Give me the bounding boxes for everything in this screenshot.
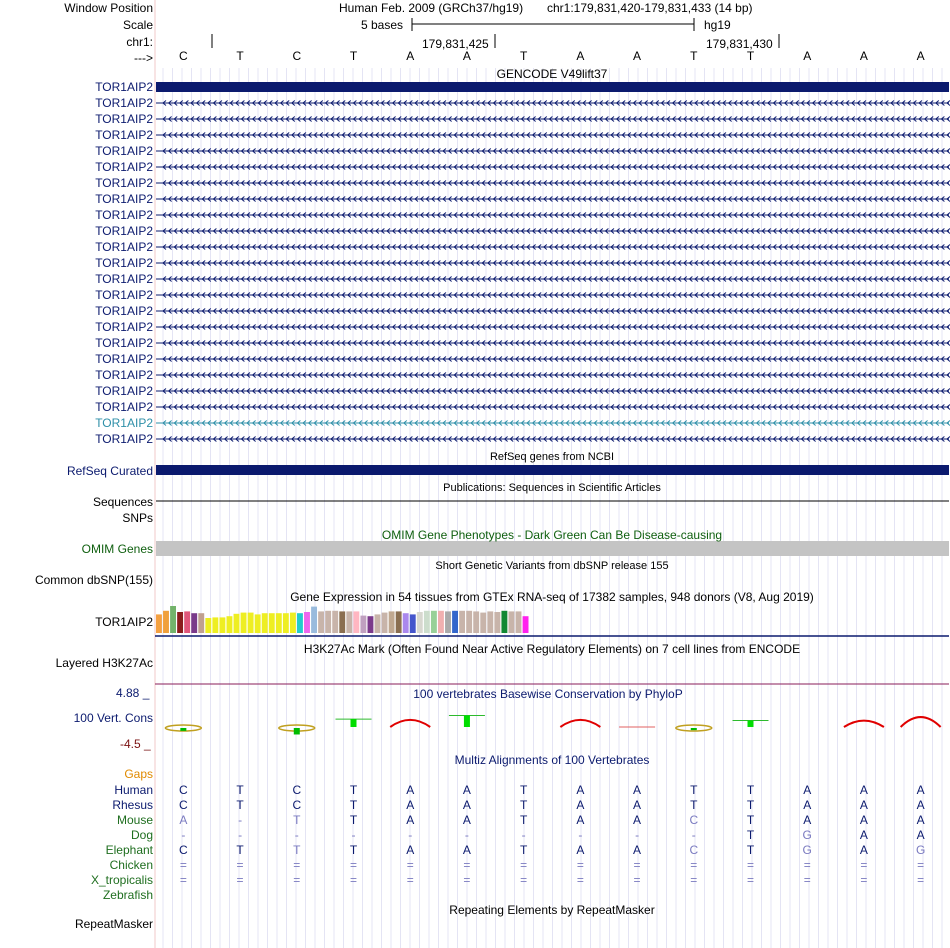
alignment-base: =	[690, 858, 698, 872]
alignment-base: T	[690, 798, 698, 812]
alignment-base: =	[746, 858, 755, 872]
alignment-base: T	[746, 828, 755, 842]
alignment-base: A	[633, 813, 642, 827]
db-text: hg19	[704, 18, 731, 32]
alignment-base: T	[349, 783, 358, 797]
gtex-tissue-bar[interactable]	[311, 607, 317, 633]
alignment-base: =	[860, 858, 868, 872]
gtex-tissue-bar[interactable]	[410, 614, 416, 633]
transcript-label: TOR1AIP2	[95, 112, 153, 126]
gtex-tissue-bar[interactable]	[346, 611, 352, 633]
gtex-tissue-bar[interactable]	[438, 611, 444, 633]
alignment-base: =	[293, 873, 301, 887]
transcript-label: TOR1AIP2	[95, 192, 153, 206]
phylop-score[interactable]	[464, 715, 470, 727]
base-letter[interactable]: T	[746, 49, 755, 63]
transcript-label: TOR1AIP2	[95, 432, 153, 446]
alignment-base: A	[859, 783, 868, 797]
gtex-track-label[interactable]: TOR1AIP2	[95, 615, 153, 629]
transcript-label: TOR1AIP2	[95, 256, 153, 270]
alignment-base: T	[690, 783, 698, 797]
repeatmasker-track-title: Repeating Elements by RepeatMasker	[449, 903, 655, 917]
alignment-base: =	[236, 858, 244, 872]
gtex-tissue-bar[interactable]	[501, 611, 507, 633]
alignment-base: A	[916, 813, 925, 827]
transcript-label: TOR1AIP2	[95, 80, 153, 94]
gtex-tissue-bar[interactable]	[487, 611, 493, 633]
base-letter[interactable]: A	[576, 49, 585, 63]
gtex-tissue-bar[interactable]	[227, 616, 233, 633]
alignment-base: =	[633, 858, 641, 872]
transcript-label: TOR1AIP2	[95, 128, 153, 142]
species-label[interactable]: Human	[114, 783, 153, 797]
gtex-tissue-bar[interactable]	[459, 611, 465, 633]
alignment-base: T	[746, 798, 755, 812]
gtex-tissue-bar[interactable]	[353, 611, 359, 633]
alignment-base: T	[236, 843, 244, 857]
alignment-base: =	[576, 873, 584, 887]
assembly-text: Human Feb. 2009 (GRCh37/hg19)	[339, 1, 524, 15]
alignment-base: T	[349, 813, 358, 827]
alignment-base: =	[803, 858, 811, 872]
gtex-tissue-bar[interactable]	[255, 614, 261, 633]
alignment-base: =	[406, 858, 414, 872]
publications-snps-label[interactable]: SNPs	[122, 511, 153, 525]
transcript-label: TOR1AIP2	[95, 144, 153, 158]
alignment-base: T	[349, 798, 358, 812]
gtex-tissue-bar[interactable]	[198, 613, 204, 633]
publications-track-title: Publications: Sequences in Scientific Articles	[443, 482, 661, 494]
gtex-tissue-bar[interactable]	[156, 614, 162, 633]
phylop-score[interactable]	[844, 721, 884, 727]
alignment-base: A	[859, 798, 868, 812]
phylop-track-title: 100 vertebrates Basewise Conservation by PhyloP	[413, 687, 683, 701]
alignment-base: =	[463, 858, 471, 872]
gtex-tissue-bar[interactable]	[290, 613, 296, 633]
species-label[interactable]: X_tropicalis	[90, 873, 153, 887]
alignment-base: T	[349, 843, 358, 857]
alignment-base: C	[292, 783, 302, 797]
alignment-base: =	[917, 873, 925, 887]
gtex-tissue-bar[interactable]	[368, 616, 374, 633]
gtex-tissue-bar[interactable]	[509, 611, 515, 633]
gtex-tissue-bar[interactable]	[523, 616, 529, 633]
alignment-base: =	[179, 858, 187, 872]
coordinate-label: 179,831,425	[422, 37, 489, 51]
phylop-score[interactable]	[691, 728, 697, 730]
gtex-tissue-bar[interactable]	[403, 613, 409, 633]
transcript-label: TOR1AIP2	[95, 160, 153, 174]
alignment-base: -	[464, 828, 469, 842]
omim-phenotype-bar[interactable]	[156, 541, 949, 556]
alignment-base: =	[293, 858, 301, 872]
phylop-track-label[interactable]: 100 Vert. Cons	[73, 711, 153, 725]
publications-sequences-label[interactable]: Sequences	[92, 495, 153, 509]
alignment-base: A	[916, 783, 925, 797]
alignment-base: A	[803, 813, 812, 827]
base-letter[interactable]: A	[406, 49, 415, 63]
alignment-base: T	[519, 813, 528, 827]
scale-label[interactable]: Scale	[122, 18, 153, 32]
alignment-base: =	[690, 873, 698, 887]
base-letter[interactable]: C	[179, 49, 188, 63]
refseq-track-title: RefSeq genes from NCBI	[489, 451, 615, 463]
gtex-tissue-bar[interactable]	[466, 611, 472, 633]
alignment-base: A	[406, 798, 415, 812]
transcript-label: TOR1AIP2	[95, 288, 153, 302]
transcript-label: TOR1AIP2	[95, 304, 153, 318]
alignment-base: A	[916, 828, 925, 842]
transcript-label: TOR1AIP2	[95, 272, 153, 286]
gtex-tissue-bar[interactable]	[516, 611, 522, 633]
alignment-base: -	[351, 828, 356, 842]
alignment-base: A	[406, 783, 415, 797]
gtex-tissue-bar[interactable]	[452, 611, 458, 633]
coordinate-label: 179,831,430	[706, 37, 773, 51]
alignment-base: =	[576, 858, 584, 872]
gtex-tissue-bar[interactable]	[262, 613, 268, 633]
alignment-base: A	[462, 843, 471, 857]
alignment-base: =	[463, 873, 471, 887]
chrom-label[interactable]: chr1:	[126, 35, 153, 49]
transcript-label: TOR1AIP2	[95, 320, 153, 334]
base-letter[interactable]: A	[859, 49, 868, 63]
multiz-gaps-label[interactable]: Gaps	[124, 767, 153, 781]
gtex-tissue-bar[interactable]	[170, 606, 176, 633]
species-label[interactable]: Elephant	[105, 843, 153, 857]
alignment-base: T	[746, 783, 755, 797]
transcript-label: TOR1AIP2	[95, 352, 153, 366]
alignment-base: G	[802, 828, 812, 842]
alignment-base: A	[859, 828, 868, 842]
base-letter[interactable]: A	[916, 49, 925, 63]
base-letter[interactable]: A	[633, 49, 642, 63]
alignment-base: -	[578, 828, 583, 842]
gtex-tissue-bar[interactable]	[396, 611, 402, 633]
alignment-base: C	[689, 843, 699, 857]
base-letter[interactable]: T	[519, 49, 528, 63]
species-label[interactable]: Rhesus	[112, 798, 153, 812]
gtex-tissue-bar[interactable]	[248, 613, 254, 633]
alignment-base: A	[633, 783, 642, 797]
position-text: chr1:179,831,420-179,831,433 (14 bp)	[547, 1, 753, 15]
gene-bar[interactable]	[156, 82, 949, 92]
alignment-base: -	[181, 828, 186, 842]
gtex-tissue-bar[interactable]	[283, 613, 289, 633]
h3k27ac-track-title: H3K27Ac Mark (Often Found Near Active Regulatory Elements) on 7 cell lines from ENCODE	[303, 642, 801, 656]
transcript-label: TOR1AIP2	[95, 176, 153, 190]
gtex-tissue-bar[interactable]	[212, 617, 218, 633]
alignment-base: =	[520, 873, 528, 887]
gtex-tissue-bar[interactable]	[480, 613, 486, 633]
base-letter[interactable]: A	[462, 49, 471, 63]
gtex-tissue-bar[interactable]	[375, 614, 381, 633]
gtex-tissue-bar[interactable]	[431, 611, 437, 633]
gtex-tissue-bar[interactable]	[276, 613, 282, 633]
alignment-base: =	[520, 858, 528, 872]
gtex-tissue-bar[interactable]	[332, 611, 338, 633]
alignment-base: A	[916, 798, 925, 812]
refseq-track-label[interactable]: RefSeq Curated	[66, 464, 153, 478]
gtex-tissue-bar[interactable]	[191, 613, 197, 633]
gtex-tissue-bar[interactable]	[494, 612, 500, 633]
h3k27ac-track-label[interactable]: Layered H3K27Ac	[55, 656, 153, 670]
dbsnp-track-title: Short Genetic Variants from dbSNP release 155	[435, 560, 669, 572]
phylop-score[interactable]	[748, 721, 754, 727]
alignment-base: T	[746, 843, 755, 857]
gtex-tissue-bar[interactable]	[297, 613, 303, 633]
alignment-base: G	[802, 843, 812, 857]
species-label[interactable]: Dog	[130, 828, 153, 842]
species-label[interactable]: Chicken	[109, 858, 153, 872]
gtex-tissue-bar[interactable]	[382, 613, 388, 633]
alignment-base: C	[179, 783, 188, 797]
repeatmasker-track-label[interactable]: RepeatMasker	[74, 917, 153, 931]
alignment-base: A	[462, 783, 471, 797]
gtex-tissue-bar[interactable]	[241, 613, 247, 633]
alignment-base: A	[576, 843, 585, 857]
alignment-base: G	[915, 843, 926, 857]
transcript-label: TOR1AIP2	[95, 240, 153, 254]
alignment-base: =	[179, 873, 187, 887]
alignment-base: -	[238, 813, 243, 827]
alignment-base: A	[406, 843, 415, 857]
alignment-base: A	[406, 813, 415, 827]
gtex-tissue-bar[interactable]	[424, 611, 430, 633]
strand-label[interactable]: --->	[134, 51, 153, 65]
alignment-base: T	[746, 813, 755, 827]
gtex-tissue-bar[interactable]	[473, 611, 479, 633]
omim-track-label[interactable]: OMIM Genes	[81, 542, 153, 556]
gtex-tissue-bar[interactable]	[163, 611, 169, 633]
alignment-base: -	[691, 828, 696, 842]
alignment-base: =	[236, 873, 244, 887]
alignment-base: T	[519, 843, 528, 857]
multiz-track-title: Multiz Alignments of 100 Vertebrates	[454, 753, 650, 767]
alignment-base: C	[179, 843, 188, 857]
gtex-tissue-bar[interactable]	[234, 614, 240, 633]
alignment-base: A	[576, 813, 585, 827]
alignment-base: T	[236, 798, 244, 812]
gtex-tissue-bar[interactable]	[205, 618, 211, 633]
gtex-tissue-bar[interactable]	[269, 613, 275, 633]
species-label[interactable]: Zebrafish	[102, 888, 153, 902]
alignment-base: T	[293, 843, 301, 857]
alignment-base: A	[576, 798, 585, 812]
alignment-base: T	[236, 783, 244, 797]
window-position-label[interactable]: Window Position	[64, 1, 153, 15]
transcript-label: TOR1AIP2	[95, 224, 153, 238]
base-letter[interactable]: T	[236, 49, 244, 63]
phylop-score[interactable]	[294, 728, 300, 734]
gtex-tissue-bar[interactable]	[177, 612, 183, 633]
gtex-tissue-bar[interactable]	[339, 611, 345, 633]
alignment-base: C	[292, 798, 302, 812]
alignment-base: -	[408, 828, 413, 842]
scale-text: 5 bases	[361, 18, 404, 32]
alignment-base: A	[633, 843, 642, 857]
alignment-base: C	[179, 798, 188, 812]
alignment-base: -	[635, 828, 640, 842]
gtex-track-title: Gene Expression in 54 tissues from GTEx RNA-seq of 17382 samples, 948 donors (V8, Aug 2019)	[290, 590, 814, 604]
alignment-base: A	[633, 798, 642, 812]
gtex-tissue-bar[interactable]	[417, 612, 423, 633]
phylop-min-label: -4.5 _	[120, 737, 151, 751]
transcript-label: TOR1AIP2	[95, 416, 153, 430]
omim-track-title: OMIM Gene Phenotypes - Dark Green Can Be Disease-causing	[381, 528, 723, 542]
alignment-base: A	[803, 798, 812, 812]
phylop-score[interactable]	[901, 717, 941, 727]
alignment-base: A	[462, 798, 471, 812]
phylop-score[interactable]	[351, 719, 357, 727]
gtex-tissue-bar[interactable]	[304, 612, 310, 633]
alignment-base: -	[521, 828, 526, 842]
phylop-score[interactable]	[180, 728, 186, 731]
gtex-tissue-bar[interactable]	[325, 611, 331, 633]
transcript-label: TOR1AIP2	[95, 400, 153, 414]
gtex-tissue-bar[interactable]	[318, 611, 324, 633]
gtex-tissue-bar[interactable]	[360, 616, 366, 633]
refseq-gene-bar[interactable]	[156, 465, 949, 475]
base-letter[interactable]: T	[349, 49, 358, 63]
alignment-base: =	[349, 858, 358, 872]
dbsnp-track-label[interactable]: Common dbSNP(155)	[34, 573, 153, 587]
alignment-base: =	[406, 873, 414, 887]
transcript-label: TOR1AIP2	[95, 336, 153, 350]
alignment-base: -	[294, 828, 299, 842]
gtex-tissue-bar[interactable]	[445, 611, 451, 633]
base-letter[interactable]: C	[292, 49, 302, 63]
transcript-label: TOR1AIP2	[95, 384, 153, 398]
gtex-tissue-bar[interactable]	[389, 611, 395, 633]
alignment-base: A	[859, 843, 868, 857]
gencode-track-title: GENCODE V49lift37	[496, 67, 608, 81]
alignment-base: -	[238, 828, 243, 842]
alignment-base: A	[803, 783, 812, 797]
alignment-base: =	[349, 873, 358, 887]
species-label[interactable]: Mouse	[116, 813, 153, 827]
gtex-tissue-bar[interactable]	[219, 617, 225, 633]
transcript-label: TOR1AIP2	[95, 368, 153, 382]
alignment-base: A	[859, 813, 868, 827]
base-letter[interactable]: A	[803, 49, 812, 63]
alignment-base: =	[746, 873, 755, 887]
alignment-base: T	[519, 798, 528, 812]
alignment-base: A	[462, 813, 471, 827]
phylop-max-label: 4.88 _	[116, 686, 150, 700]
alignment-base: T	[519, 783, 528, 797]
alignment-base: =	[633, 873, 641, 887]
alignment-base: A	[576, 783, 585, 797]
transcript-label: TOR1AIP2	[95, 96, 153, 110]
gtex-tissue-bar[interactable]	[184, 611, 190, 633]
phylop-score[interactable]	[560, 720, 600, 727]
alignment-base: C	[689, 813, 699, 827]
alignment-base: T	[293, 813, 301, 827]
alignment-base: =	[917, 858, 925, 872]
transcript-label: TOR1AIP2	[95, 208, 153, 222]
alignment-base: A	[179, 813, 188, 827]
alignment-base: =	[803, 873, 811, 887]
base-letter[interactable]: T	[690, 49, 698, 63]
alignment-base: =	[860, 873, 868, 887]
